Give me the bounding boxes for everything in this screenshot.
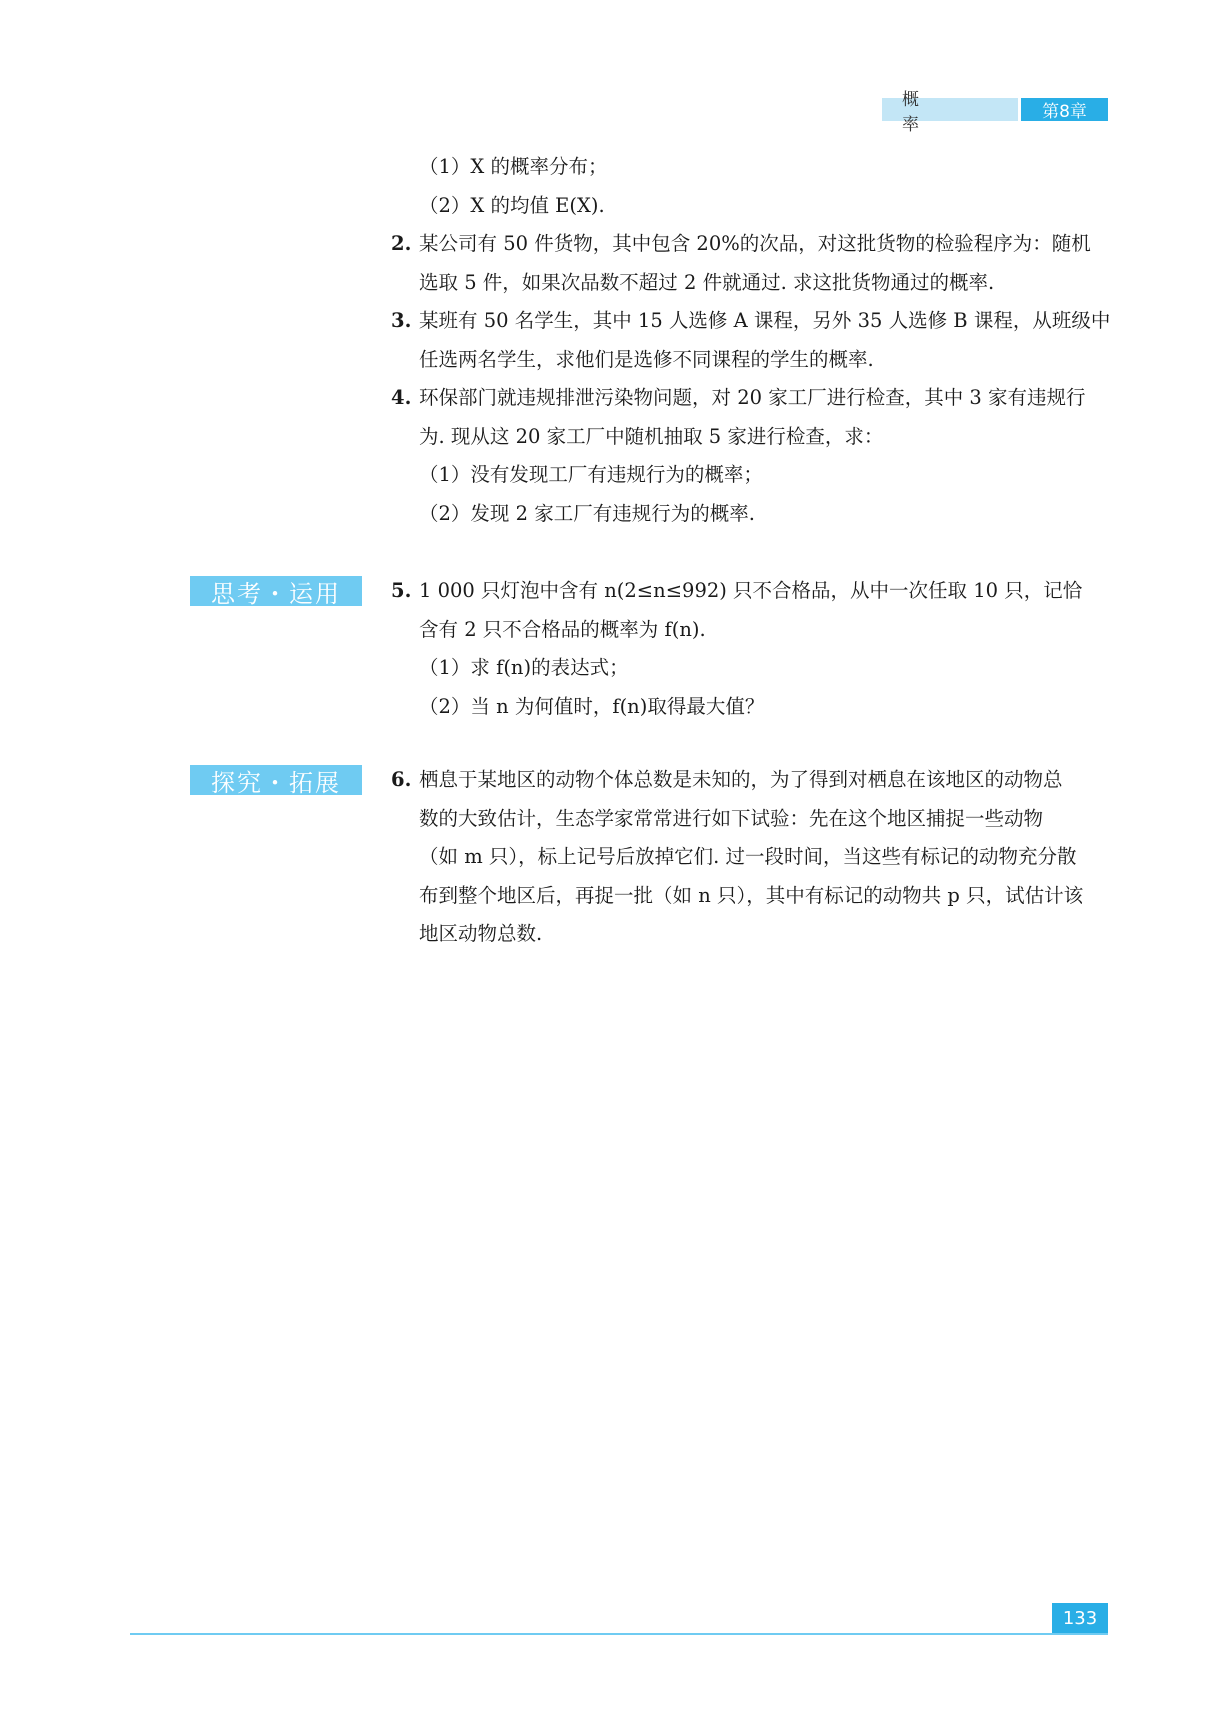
problem-text: （如 m 只），标上记号后放掉它们. 过一段时间，当这些有标记的动物充分散 xyxy=(419,845,1077,868)
sub-item: （2）发现 2 家工厂有违规行为的概率. xyxy=(419,501,755,525)
problem-number: 5. xyxy=(391,579,412,602)
problem-5 xyxy=(391,572,1108,726)
problem-text: 地区动物总数. xyxy=(419,922,543,945)
problem-number: 4. xyxy=(391,386,412,409)
problem-text: 某班有 50 名学生，其中 15 人选修 A 课程，另外 35 人选修 B 课程，从班级中 xyxy=(419,309,1111,332)
problem-4 xyxy=(391,379,1108,533)
problem-text: 环保部门就违规排泄污染物问题，对 20 家工厂进行检查，其中 3 家有违规行 xyxy=(419,386,1086,409)
chapter-title: 概 率 xyxy=(882,98,1018,121)
sub-item: （1）X 的概率分布； xyxy=(419,155,608,178)
problem-6 xyxy=(391,761,1108,954)
section-tag-think-apply: 思考・运用 xyxy=(190,576,362,606)
problem-1-continuation xyxy=(391,148,1108,225)
problem-text: 为. 现从这 20 家工厂中随机抽取 5 家进行检查，求： xyxy=(419,424,884,448)
chapter-header xyxy=(882,89,1108,135)
sub-item: （2）X 的均值 E(X). xyxy=(419,193,605,217)
problem-text: 1 000 只灯泡中含有 n(2≤n≤992) 只不合格品，从中一次任取 10 只，记恰 xyxy=(419,579,1083,602)
section-tag-explore-extend: 探究・拓展 xyxy=(190,765,362,795)
problem-number: 6. xyxy=(391,768,412,791)
problem-3 xyxy=(391,302,1111,379)
sub-item: （1）没有发现工厂有违规行为的概率； xyxy=(419,463,763,486)
footer-rule xyxy=(130,1633,1108,1635)
chapter-number: 第8章 xyxy=(1021,98,1108,121)
sub-item: （1）求 f(n)的表达式； xyxy=(419,656,629,679)
problem-2 xyxy=(391,225,1108,302)
page-number: 133 xyxy=(1052,1603,1108,1633)
problem-text: 含有 2 只不合格品的概率为 f(n). xyxy=(419,617,706,641)
problem-text: 栖息于某地区的动物个体总数是未知的，为了得到对栖息在该地区的动物总 xyxy=(419,768,1063,791)
problem-list xyxy=(391,225,1111,533)
problem-number: 2. xyxy=(391,232,412,255)
problem-text: 选取 5 件，如果次品数不超过 2 件就通过. 求这批货物通过的概率. xyxy=(419,270,995,294)
problem-text: 布到整个地区后，再捉一批（如 n 只），其中有标记的动物共 p 只，试估计该 xyxy=(419,883,1084,907)
problem-text: 任选两名学生，求他们是选修不同课程的学生的概率. xyxy=(419,347,874,371)
sub-item: （2）当 n 为何值时，f(n)取得最大值？ xyxy=(419,694,765,718)
problem-text: 某公司有 50 件货物，其中包含 20%的次品，对这批货物的检验程序为：随机 xyxy=(419,232,1091,255)
problem-number: 3. xyxy=(391,309,412,332)
problem-text: 数的大致估计，生态学家常常进行如下试验：先在这个地区捕捉一些动物 xyxy=(419,806,1044,830)
